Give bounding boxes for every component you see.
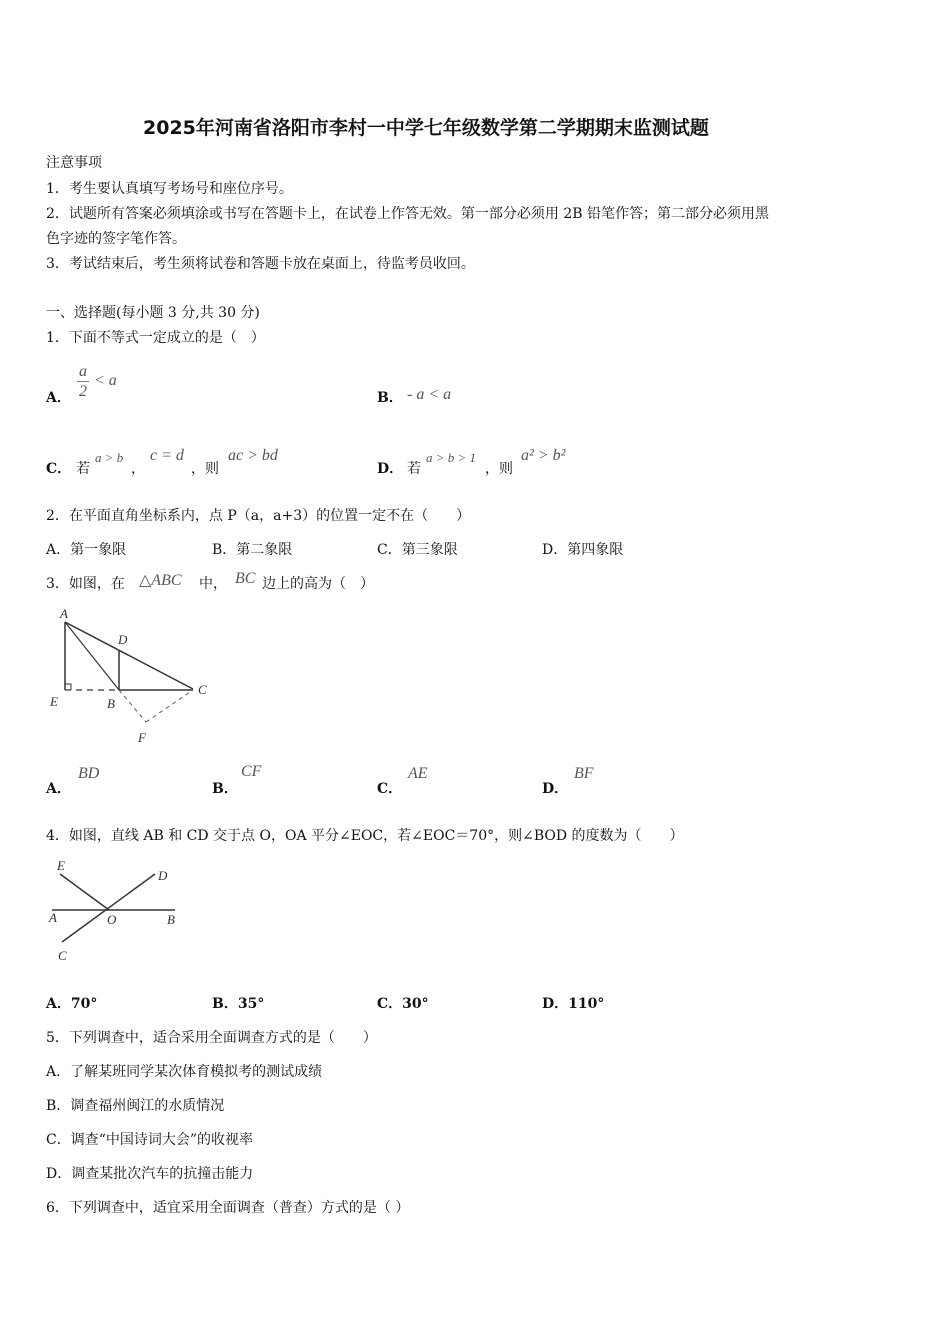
notice-item: 2．试题所有答案必须填涂或书写在答题卡上，在试卷上作答无效。第一部分必须用 2B 铅笔作答；第二部分必须用黑: [46, 206, 769, 222]
notice-item: 3．考试结束后，考生须将试卷和答题卡放在桌面上，待监考员收回。: [46, 256, 475, 272]
q3-stem-bc: BC: [235, 570, 256, 587]
point-label-b: B: [167, 912, 175, 927]
q1-option-c-cond2: c = d: [150, 447, 184, 464]
q5-option-b: B．调查福州闽江的水质情况: [46, 1098, 225, 1114]
q1-option-a-fraction: [76, 363, 90, 402]
point-label-o: O: [107, 912, 117, 927]
q5-option-a: A．了解某班同学某次体育模拟考的测试成绩: [46, 1064, 323, 1080]
q2-option-b: B．第二象限: [212, 542, 293, 558]
q3-option-d-label: D．: [542, 781, 569, 797]
q1-option-d-cond: a > b > 1: [426, 450, 477, 465]
q1-option-c-if: 若: [76, 461, 90, 477]
q1-option-a-label: A．: [46, 390, 71, 406]
q3-stem-mid: 中，: [199, 576, 227, 592]
q1-option-c-cond1: a > b: [95, 450, 124, 465]
vertex-label-d: D: [118, 632, 128, 647]
q3-option-d-value: BF: [574, 765, 594, 782]
q3-stem-triangle: △ABC: [139, 572, 182, 589]
q6-stem: 6．下列调查中，适宜采用全面调查（普查）方式的是（ ）: [46, 1200, 410, 1216]
fraction-numerator: a: [79, 363, 87, 380]
q4-intersecting-lines-figure: [40, 852, 200, 972]
segment-bf-dashed: [119, 690, 146, 722]
q3-triangle-figure: [40, 600, 220, 750]
vertex-label-c: C: [198, 682, 207, 697]
q3-option-c-label: C．: [377, 781, 403, 797]
segment-fc-dashed: [146, 690, 193, 722]
notice-heading: 注意事项: [46, 155, 102, 171]
q4-option-a: A．70°: [46, 996, 98, 1012]
vertex-label-f: F: [138, 730, 146, 745]
q1-option-d-label: D．: [377, 461, 404, 477]
q3-option-a-value: BD: [78, 765, 100, 782]
point-label-c: C: [58, 948, 67, 963]
page-title: 2025年河南省洛阳市李村一中学七年级数学第二学期期末监测试题: [143, 117, 709, 139]
q1-option-b-label: B．: [377, 390, 403, 406]
point-label-d: D: [158, 868, 168, 883]
q2-option-d: D．第四象限: [542, 542, 624, 558]
q3-stem-suffix: 边上的高为（ ）: [262, 576, 374, 592]
q1-option-b-expr: - a < a: [407, 386, 452, 403]
segment-ac: [65, 622, 193, 689]
ray-oe: [60, 874, 109, 910]
q3-option-b-label: B．: [212, 781, 238, 797]
q1-stem: 1．下面不等式一定成立的是（ ）: [46, 330, 265, 346]
q1-option-c-result: ac > bd: [228, 447, 278, 464]
segment-ab: [65, 622, 119, 690]
section-heading: 一、选择题(每小题 3 分,共 30 分): [46, 305, 260, 321]
q5-stem: 5．下列调查中，适合采用全面调查方式的是（ ）: [46, 1030, 377, 1046]
right-angle-e: [65, 684, 71, 690]
q5-option-c: C．调查“中国诗词大会”的收视率: [46, 1132, 254, 1148]
q1-option-a-rest: < a: [94, 372, 117, 389]
q3-option-b-value: CF: [241, 763, 262, 780]
vertex-label-b: B: [107, 696, 115, 711]
q4-option-c: C．30°: [377, 996, 429, 1012]
vertex-label-a: A: [60, 606, 68, 621]
notice-item: 色字迹的签字笔作答。: [46, 231, 186, 247]
q1-option-c-comma: ，: [131, 461, 145, 477]
q3-option-a-label: A．: [46, 781, 71, 797]
q5-option-d: D．调查某批次汽车的抗撞击能力: [46, 1166, 254, 1182]
notice-item: 1．考生要认真填写考场号和座位序号。: [46, 181, 293, 197]
point-label-a: A: [49, 910, 57, 925]
q1-option-c-label: C．: [46, 461, 72, 477]
q2-stem: 2．在平面直角坐标系内，点 P（a，a+3）的位置一定不在（ ）: [46, 508, 471, 524]
q3-stem-prefix: 3．如图，在: [46, 576, 125, 592]
q2-option-c: C．第三象限: [377, 542, 458, 558]
vertex-label-e: E: [50, 694, 58, 709]
q2-option-a: A．第一象限: [46, 542, 127, 558]
q1-option-c-then: ，则: [191, 461, 219, 477]
line-cd: [62, 874, 155, 942]
q4-option-d: D．110°: [542, 996, 605, 1012]
fraction-denominator: 2: [79, 383, 87, 400]
q1-option-d-then: ，则: [485, 461, 513, 477]
q4-stem: 4．如图，直线 AB 和 CD 交于点 O，OA 平分∠EOC，若∠EOC＝70°，则∠BOD 的度数为（ ）: [46, 828, 684, 844]
q4-option-b: B．35°: [212, 996, 265, 1012]
q3-option-c-value: AE: [408, 765, 428, 782]
point-label-e: E: [57, 858, 65, 873]
q1-option-d-if: 若: [407, 461, 421, 477]
q1-option-d-result: a² > b²: [521, 447, 566, 464]
